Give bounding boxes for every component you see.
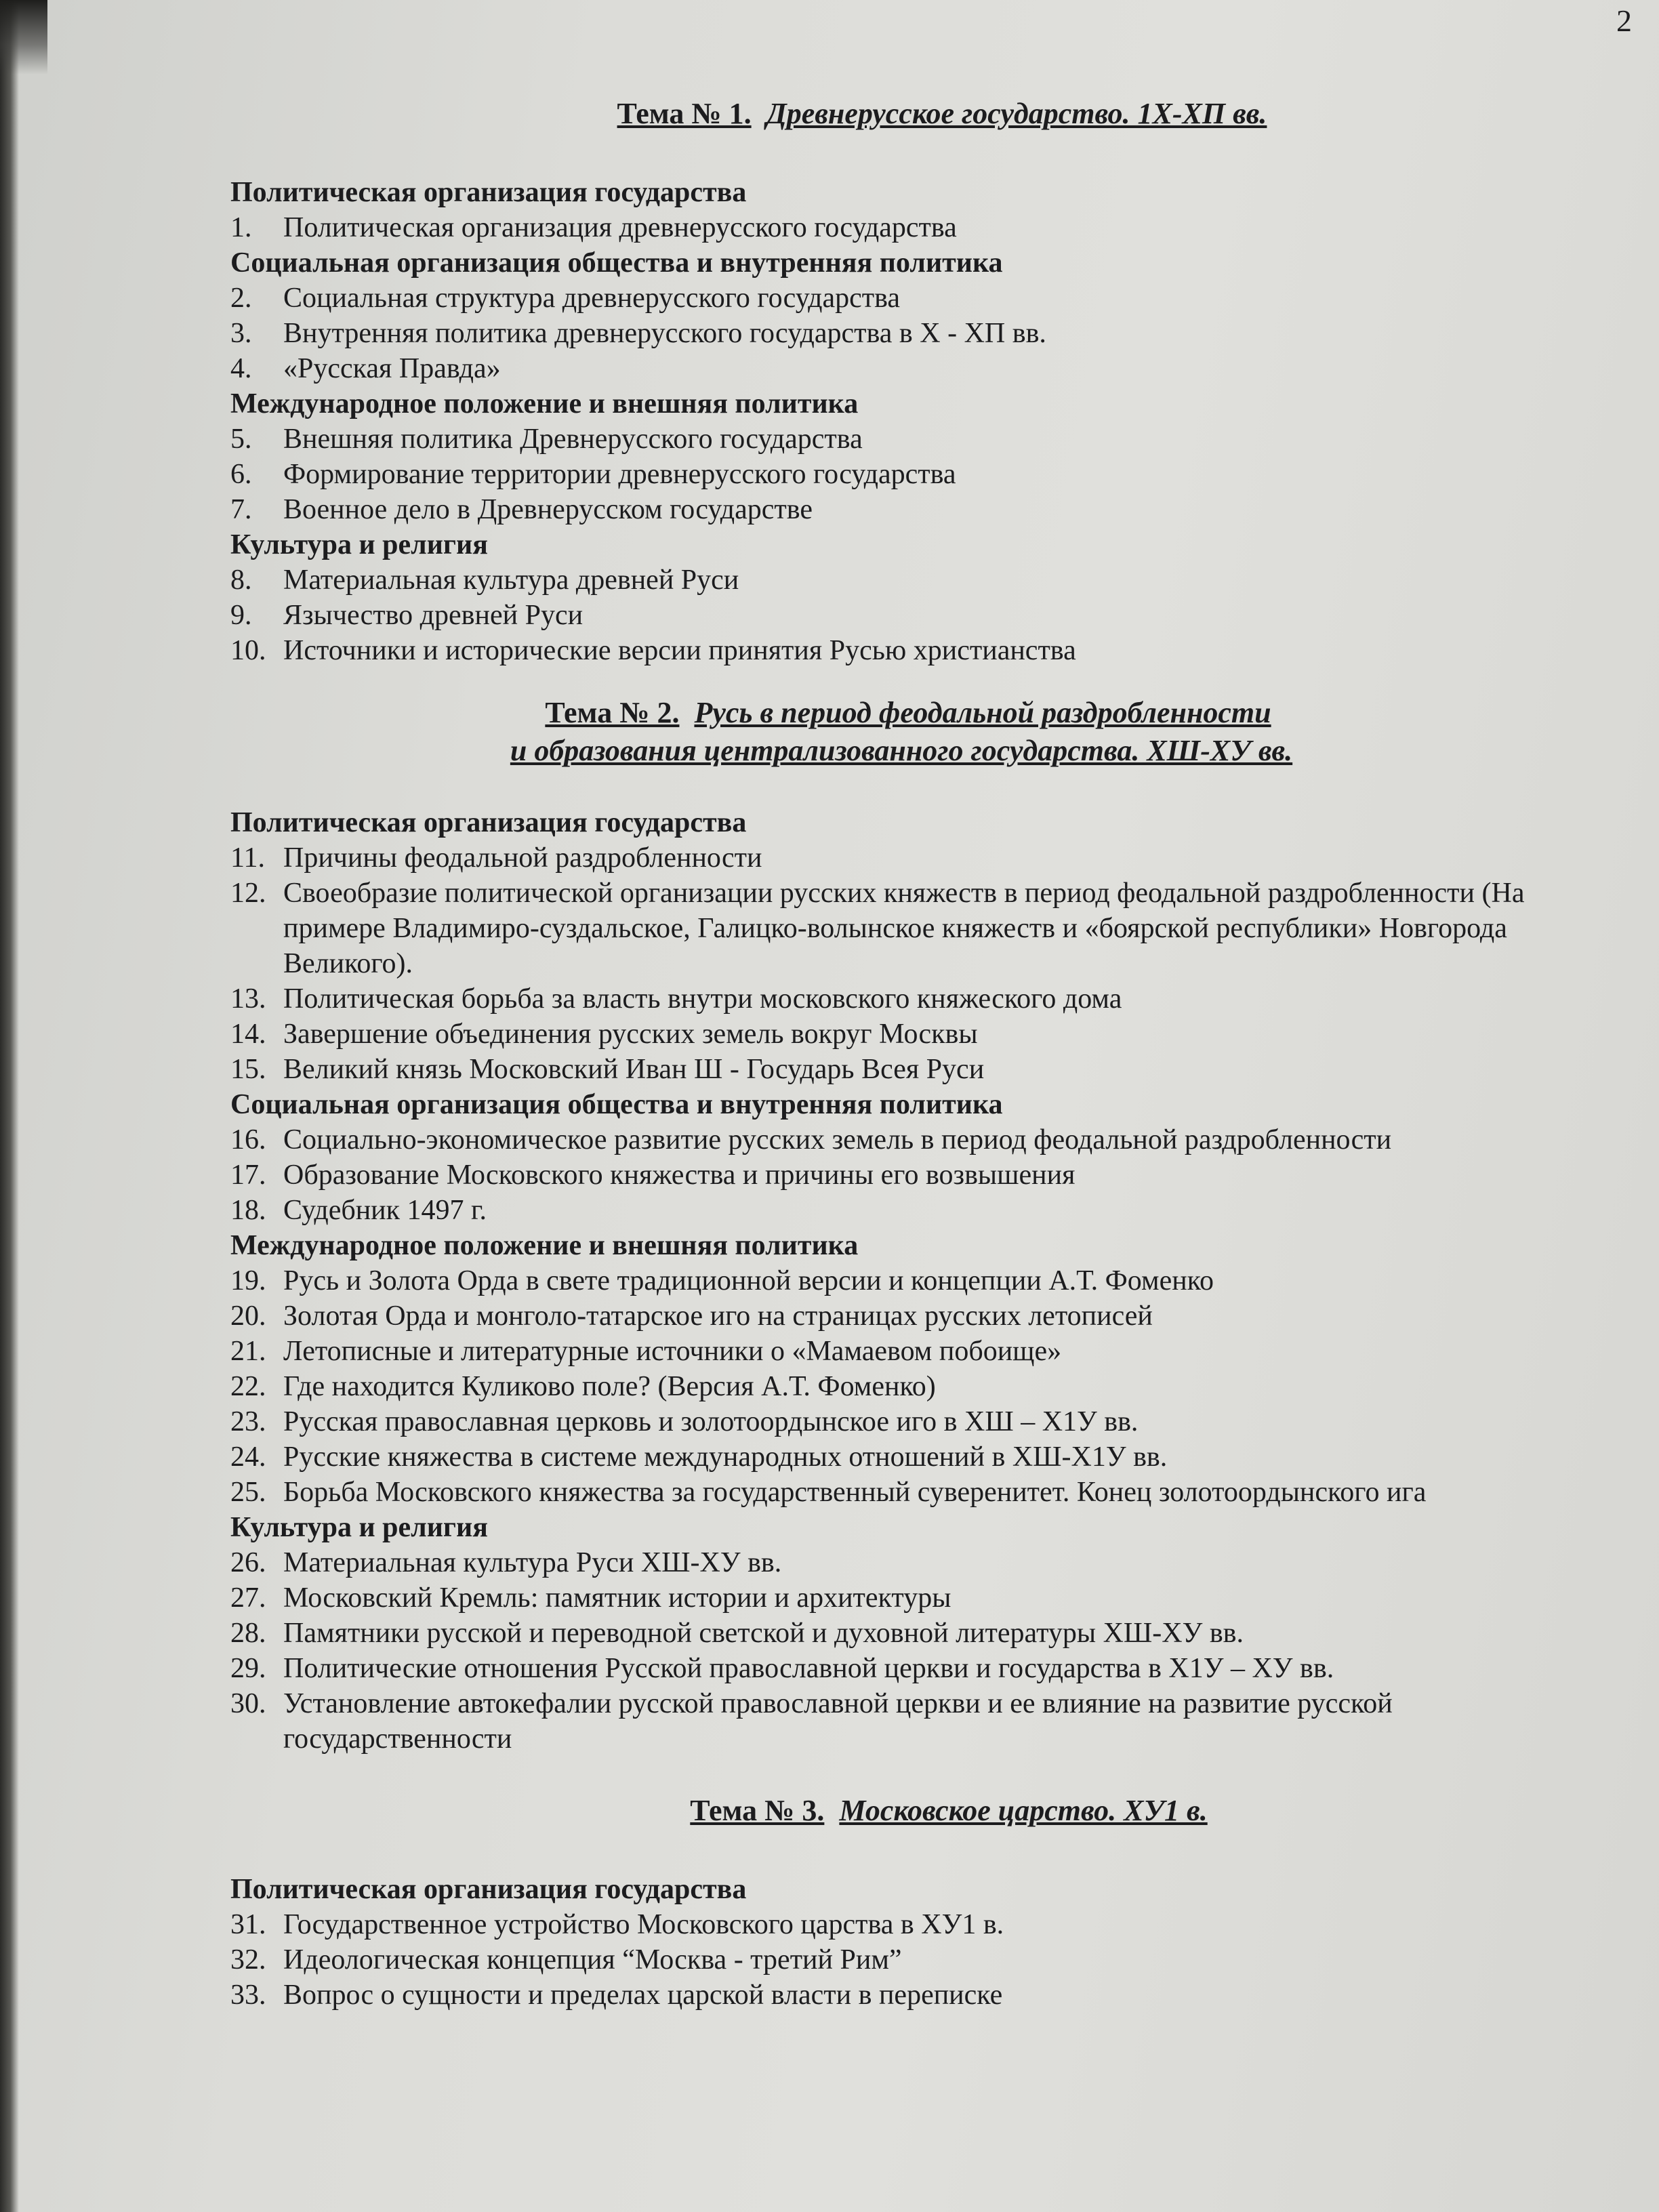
document-body [230,95,1572,2013]
item-text: Язычество древней Руси [283,600,583,631]
numbered-list [230,210,1572,245]
list-item [230,1263,1572,1298]
section-heading: Культура и религия [230,1512,488,1543]
list-item [230,981,1572,1017]
item-number: 10. [230,635,266,666]
section-heading: Политическая организация государства [230,807,747,838]
item-text: Где находится Куликово поле? (Версия А.Т. Фоменко) [283,1371,936,1402]
item-text: Политическая организация древнерусского государства [283,212,957,243]
item-text: Социальная структура древнерусского государства [283,283,901,314]
topic-name: Древнерусское государство. 1Х-ХП вв. [766,97,1267,130]
list-item [230,876,1572,981]
topic-block [230,1792,1572,2013]
topic-title-line [230,694,1572,732]
list-item [230,1545,1572,1580]
item-text: Государственное устройство Московского царства в ХУ1 в. [283,1909,1004,1940]
item-number: 13. [230,983,266,1015]
item-number: 9. [230,600,252,631]
list-item [230,1439,1572,1475]
item-text: Формирование территории древнерусского государства [283,459,956,490]
item-text: «Русская Правда» [283,353,501,384]
list-item [230,281,1572,316]
topic-title-line [312,95,1572,133]
item-number: 1. [230,212,252,243]
item-text: Золотая Орда и монголо-татарское иго на страницах русских летописей [283,1300,1153,1332]
list-item [230,1580,1572,1616]
list-item [230,351,1572,386]
item-text: Политические отношения Русской православной церкви и государства в Х1У – ХУ вв. [283,1653,1334,1684]
topic-label: Тема № 1. [617,97,752,130]
numbered-list [230,840,1572,1087]
item-number: 14. [230,1019,266,1050]
topics-list [230,95,1572,2013]
list-item [230,1616,1572,1651]
item-number: 3. [230,318,252,349]
item-text: Русская православная церковь и золотоордынское иго в ХШ – Х1У вв. [283,1406,1139,1437]
item-text: Борьба Московского княжества за государственный суверенитет. Конец золотоордынского ига [283,1477,1427,1508]
list-item [230,422,1572,457]
list-item [230,1052,1572,1087]
item-number: 8. [230,565,252,596]
item-number: 15. [230,1054,266,1085]
list-item [230,840,1572,876]
page-number: 2 [1616,3,1632,38]
item-number: 33. [230,1980,266,2011]
topic-title [230,694,1572,770]
list-item [230,457,1572,492]
item-number: 24. [230,1441,266,1473]
list-item [230,1122,1572,1158]
section-heading: Международное положение и внешняя политика [230,388,859,419]
section-heading: Социальная организация общества и внутренняя политика [230,1089,1003,1120]
list-item [230,316,1572,351]
item-number: 21. [230,1336,266,1367]
item-number: 25. [230,1477,266,1508]
item-text: Завершение объединения русских земель вокруг Москвы [283,1019,978,1050]
item-text: Летописные и литературные источники о «Мамаевом побоище» [283,1336,1062,1367]
item-number: 7. [230,494,252,525]
item-text: Идеологическая концепция “Москва - третий Рим” [283,1944,902,1975]
numbered-list [230,281,1572,386]
item-text: Судебник 1497 г. [283,1195,487,1226]
item-number: 22. [230,1371,266,1402]
item-text: Московский Кремль: памятник истории и архитектуры [283,1582,951,1614]
list-item [230,1369,1572,1404]
numbered-list [230,1263,1572,1510]
item-number: 28. [230,1618,266,1649]
list-item [230,1907,1572,1942]
list-item [230,1942,1572,1978]
topic-block [230,95,1572,668]
item-text: Своеобразие политической организации русских княжеств в период феодальной раздробленности (На примере Владимиро-суздальское, Галицко-волынское княжеств и «боярской республики» Новгорода Великого). [283,878,1525,979]
item-text: Политическая борьба за власть внутри московского княжеского дома [283,983,1122,1015]
item-text: Материальная культура Руси ХШ-ХУ вв. [283,1547,782,1578]
topic-title [230,95,1572,133]
section-heading: Социальная организация общества и внутренняя политика [230,247,1003,279]
list-item [230,598,1572,633]
list-item [230,1193,1572,1228]
item-text: Установление автокефалии русской православной церкви и ее влияние на развитие русской государственности [283,1688,1393,1755]
item-number: 6. [230,459,252,490]
list-item [230,1334,1572,1369]
item-text: Социально-экономическое развитие русских земель в период феодальной раздробленности [283,1124,1392,1155]
section-heading: Международное положение и внешняя политика [230,1230,859,1261]
item-number: 20. [230,1300,266,1332]
item-number: 17. [230,1160,266,1191]
item-text: Вопрос о сущности и пределах царской власти в переписке [283,1980,1003,2011]
topic-name: Московское царство. ХУ1 в. [839,1794,1208,1827]
item-text: Внутренняя политика древнерусского государства в Х - ХП вв. [283,318,1046,349]
topic-label: Тема № 2. [545,696,680,729]
item-text: Русские княжества в системе международных отношений в ХШ-Х1У вв. [283,1441,1168,1473]
section-heading: Культура и религия [230,529,488,560]
list-item [230,492,1572,527]
list-item [230,1017,1572,1052]
topic-block [230,694,1572,1757]
numbered-list [230,1545,1572,1757]
item-number: 12. [230,878,266,909]
list-item [230,562,1572,598]
item-number: 18. [230,1195,266,1226]
item-text: Великий князь Московский Иван Ш - Государь Всея Руси [283,1054,985,1085]
item-number: 31. [230,1909,266,1940]
numbered-list [230,1122,1572,1228]
page-edge-shadow [0,0,19,2212]
list-item [230,1475,1572,1510]
item-number: 23. [230,1406,266,1437]
list-item [230,633,1572,668]
list-item [230,1298,1572,1334]
item-number: 29. [230,1653,266,1684]
item-text: Военное дело в Древнерусском государстве [283,494,813,525]
item-text: Памятники русской и переводной светской и духовной литературы ХШ-ХУ вв. [283,1618,1244,1649]
list-item [230,210,1572,245]
section-heading: Политическая организация государства [230,177,747,208]
list-item [230,1686,1572,1757]
item-text: Материальная культура древней Руси [283,565,739,596]
numbered-list [230,422,1572,527]
topic-title-line [325,1792,1572,1830]
item-number: 4. [230,353,252,384]
item-text: Причины феодальной раздробленности [283,842,762,874]
corner-shadow [0,0,47,75]
numbered-list [230,1907,1572,2013]
list-item [230,1978,1572,2013]
item-number: 2. [230,283,252,314]
item-number: 19. [230,1265,266,1296]
topic-title-line [230,732,1572,770]
list-item [230,1404,1572,1439]
list-item [230,1158,1572,1193]
item-number: 32. [230,1944,266,1975]
item-text: Источники и исторические версии принятия Русью христианства [283,635,1076,666]
item-number: 5. [230,424,252,455]
topic-name: Русь в период феодальной раздробленности [694,696,1271,729]
item-text: Русь и Золота Орда в свете традиционной версии и концепции А.Т. Фоменко [283,1265,1214,1296]
topic-title [230,1792,1572,1830]
list-item [230,1651,1572,1686]
item-number: 27. [230,1582,266,1614]
item-number: 30. [230,1688,266,1719]
item-text: Образование Московского княжества и причины его возвышения [283,1160,1076,1191]
item-number: 11. [230,842,265,874]
item-text: Внешняя политика Древнерусского государства [283,424,863,455]
item-number: 16. [230,1124,266,1155]
numbered-list [230,562,1572,668]
topic-name: и образования централизованного государства. ХШ-ХУ вв. [510,734,1293,767]
topic-label: Тема № 3. [690,1794,825,1827]
item-number: 26. [230,1547,266,1578]
section-heading: Политическая организация государства [230,1874,747,1905]
